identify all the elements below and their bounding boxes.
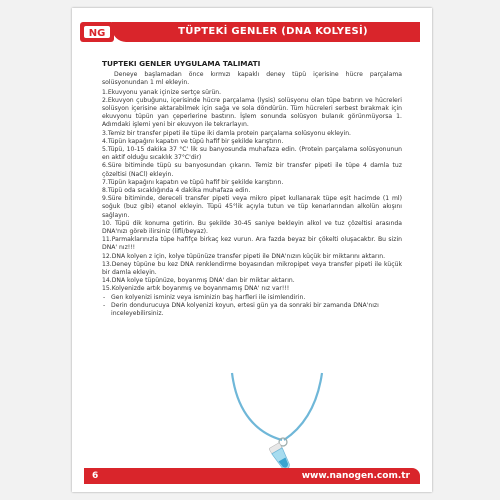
- instruction-step: 12.DNA kolyen z için, kolye tüpünüze transfer pipeti ile DNA'nızın küçük bir miktarını aktarın.: [102, 252, 386, 260]
- bullet-item: - Derin dondurucuya DNA kolyenizi koyun, ertesi gün ya da sonraki bir zamanda DNA'nızı inceleyebilirsiniz.: [102, 302, 402, 318]
- instruction-step: 3.Temiz bir transfer pipeti ile tüpe iki damla protein parçalama solüsyonu ekleyin.: [102, 129, 351, 137]
- page-header: [72, 8, 432, 46]
- instructions-content: [102, 60, 402, 318]
- instruction-step: 7.Tüpün kapağını kapatın ve tüpü hafif bir şekilde karıştırın.: [102, 178, 284, 186]
- bullet-item: - Gen kolyenizi isminiz veya isminizin baş harfleri ile isimlendirin.: [102, 294, 402, 302]
- page-footer: [84, 468, 420, 484]
- instruction-step: 4.Tüpün kapağını kapatın ve tüpü hafif bir şekilde karıştırın.: [102, 137, 284, 145]
- instruction-step: 1.Ekuvyonu yanak içinize sertçe sürün.: [102, 88, 222, 96]
- instruction-step: 15.Kolyenizde artık boyanmış ve boyanmamış DNA' nız var!!!: [102, 285, 290, 293]
- website-url: www.nanogen.com.tr: [301, 471, 410, 481]
- instruction-step: 11.Parmaklarınızla tüpe hafifçe birkaç kez vurun. Ara fazda beyaz bir çökelti oluşacaktır. Bu sizin DNA' nız!!!: [102, 236, 402, 252]
- instruction-step: 9.Süre bitiminde, dereceli transfer pipeti veya mikro pipet kullanarak tüpe eşit hacimde (1 ml) soğuk (buz gibi) etanol ekleyin. Tüpü 45°lik açıyla tutun ve tüp kenarlarından alkolün akışını sağlayın.: [102, 195, 402, 219]
- instruction-step: 2.Ekuvyon çubuğunu, içerisinde hücre parçalama (lysis) solüsyonu olan tüpe batırın ve hücreleri solüsyon içerisine aktarabilmek için sağa ve sola döndürün. Tüm hücreleri serbest bırakmak için ekuvyonu tüpün yan çeperlerine bastırın. İşlem sonunda solüsyon bulanık görünmüyorsa 1. Adımdaki işlemi yeni bir ekuvyon ile tekrarlayın.: [102, 96, 402, 129]
- dna-necklace-illustration: [222, 368, 332, 478]
- page-title: TÜPTEKİ GENLER (DNA KOLYESİ): [178, 26, 368, 37]
- logo-text: NG: [88, 28, 106, 39]
- instruction-step: 10. Tüpü dik konuma getirin. Bu şekilde 30-45 saniye bekleyin alkol ve tuz çözeltisi arasında DNA'nızı göreb ilirsiniz (lifli/beyaz).: [102, 219, 402, 236]
- document-page: [72, 8, 432, 492]
- instruction-step: 14.DNA kolye tüpünüze, boyanmış DNA' dan bir miktar aktarın.: [102, 277, 295, 285]
- section-title: TUPTEKI GENLER UYGULAMA TALIMATI: [102, 59, 261, 68]
- instruction-step: 6.Süre bitiminde tüpü su banyosundan çıkarın. Temiz bir transfer pipeti ile tüpe 4 damla tuz çözeltisi (NaCl) ekleyin.: [102, 162, 402, 178]
- page-number: 6: [92, 471, 99, 481]
- instruction-step: 5.Tüpü, 10-15 dakika 37 °C' lik su banyosunda muhafaza edin. (Protein parçalama solüsyonunun en aktif olduğu sıcaklık 37°C'dir): [102, 146, 402, 162]
- necklace-cord: [284, 373, 322, 440]
- necklace-cord: [232, 373, 282, 440]
- intro-paragraph: Deneye başlamadan önce kırmızı kapaklı deney tüpü içerisine hücre parçalama solüsyonundan 1 ml ekleyin.: [102, 71, 402, 87]
- instruction-step: 13.Deney tüpüne bu kez DNA renklendirme boyasından mikropipet veya transfer pipeti ile küçük bir damla ekleyin.: [102, 260, 402, 277]
- instruction-step: 8.Tüpü oda sıcaklığında 4 dakika muhafaza edin.: [102, 187, 251, 195]
